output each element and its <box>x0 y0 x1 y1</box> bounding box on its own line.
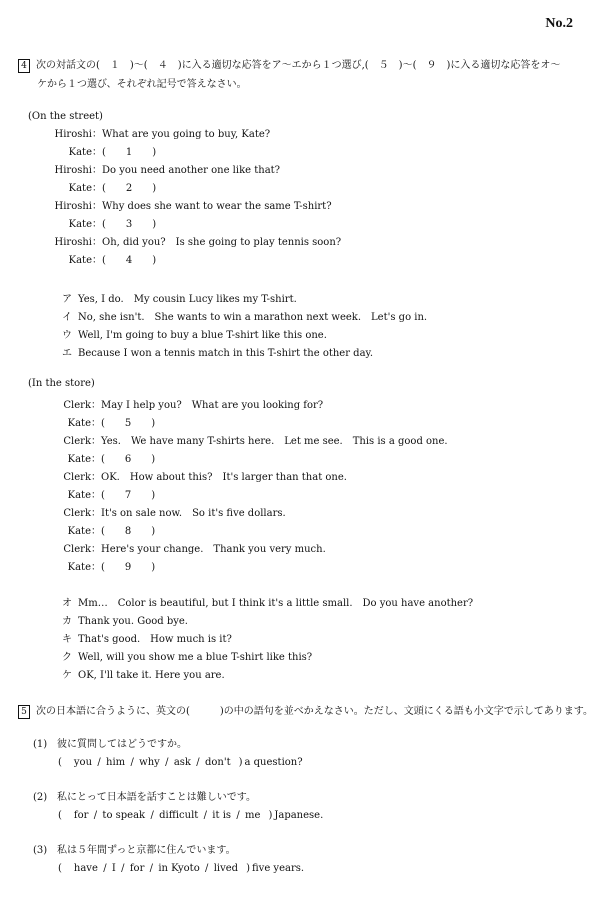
q4-instruction-line2: ケから１つ選び、それぞれ記号で答えなさい。 <box>37 79 247 90</box>
dialog-line <box>21 504 286 519</box>
dialog-line <box>21 414 155 429</box>
dialog-text: Why does she want to wear the same T-shirt? <box>102 201 332 212</box>
q5-item-number: (1) <box>33 739 48 750</box>
dialog-line <box>22 143 156 158</box>
option-text: Thank you. Good bye. <box>78 616 188 627</box>
scrambled-word: for <box>73 810 89 821</box>
dialog-line <box>21 396 323 411</box>
sentence-rest: Japanese. <box>274 810 324 821</box>
dialog-text: Do you need another one like that? <box>102 165 281 176</box>
option-key: オ <box>62 598 72 609</box>
speaker-label: Kate： <box>67 490 101 501</box>
q5-item-number: (3) <box>33 845 48 856</box>
scrambled-word: lived <box>213 863 239 874</box>
answer-option <box>62 308 427 323</box>
close-paren: ) <box>246 863 250 874</box>
scrambled-word: to speak <box>102 810 146 821</box>
scrambled-word: difficult <box>159 810 199 821</box>
option-text: Yes, I do. My cousin Lucy likes my T-shirt. <box>78 294 297 305</box>
dialog-line <box>21 450 155 465</box>
word-separator: / <box>103 863 107 874</box>
dialog-text: May I help you? What are you looking for? <box>101 400 324 411</box>
speaker-label: Hiroshi： <box>54 165 102 176</box>
speaker-label: Hiroshi： <box>54 201 102 212</box>
option-text: No, she isn't. She wants to win a marathon next week. Let's go in. <box>78 312 428 323</box>
word-separator: / <box>150 810 154 821</box>
dialog-line <box>22 179 156 194</box>
dialog-text: ( 7 ) <box>101 490 156 501</box>
open-paren: ( <box>58 810 62 821</box>
speaker-label: Hiroshi： <box>54 237 102 248</box>
q5-number-box: 5 <box>18 705 30 719</box>
option-key: キ <box>62 634 72 645</box>
close-paren: ) <box>238 757 243 768</box>
option-text: OK, I'll take it. Here you are. <box>78 670 225 681</box>
scrambled-word: in Kyoto <box>158 863 200 874</box>
q4-instruction <box>18 56 560 73</box>
option-key: イ <box>62 312 72 323</box>
dialog-line <box>22 251 156 266</box>
answer-option <box>62 612 188 627</box>
open-paren: ( <box>58 863 62 874</box>
speaker-label: Kate： <box>67 454 101 465</box>
close-paren: ) <box>268 810 273 821</box>
speaker-label: Kate： <box>68 147 102 158</box>
q4-number-box: 4 <box>18 59 30 73</box>
word-separator: / <box>196 757 200 768</box>
page-number: No.2 <box>545 16 573 31</box>
speaker-label: Clerk： <box>63 400 101 411</box>
option-key: ク <box>62 652 72 663</box>
option-text: Well, I'm going to buy a blue T-shirt like this one. <box>78 330 327 341</box>
answer-option <box>62 630 232 645</box>
dialog-line <box>22 215 156 230</box>
speaker-label: Kate： <box>68 183 102 194</box>
option-key: ウ <box>62 330 72 341</box>
speaker-label: Clerk： <box>63 544 101 555</box>
word-separator: / <box>93 810 98 821</box>
option-text: Well, will you show me a blue T-shirt like this? <box>78 652 313 663</box>
dialog-line <box>22 233 341 248</box>
scrambled-word: it is <box>212 810 232 821</box>
speaker-label: Clerk： <box>63 508 101 519</box>
dialog-text: OK. How about this? It's larger than that one. <box>101 472 347 483</box>
q5-item-japanese <box>33 841 236 856</box>
speaker-label: Kate： <box>68 219 102 230</box>
option-key: ケ <box>62 670 72 681</box>
dialog-text: ( 4 ) <box>102 255 157 266</box>
word-separator: / <box>130 757 134 768</box>
q5-item-number: (2) <box>33 792 48 803</box>
street-heading: (On the street) <box>28 111 103 122</box>
dialog-line <box>21 486 155 501</box>
dialog-text: ( 2 ) <box>102 183 157 194</box>
sentence-rest: five years. <box>252 863 305 874</box>
word-separator: / <box>205 863 209 874</box>
answer-option <box>62 666 225 681</box>
q5-japanese-text: 私は５年間ずっと京都に住んでいます。 <box>57 845 236 856</box>
speaker-label: Kate： <box>67 562 101 573</box>
option-key: エ <box>62 348 72 359</box>
speaker-label: Kate： <box>67 418 101 429</box>
option-text: That's good. How much is it? <box>78 634 232 645</box>
dialog-line <box>22 197 332 212</box>
q4-instruction-line1: 次の対話文の( １ )～( ４ )に入る適切な応答をア～エから１つ選び,( ５ )～( ９ )に入る適切な応答をオ～ <box>36 60 561 71</box>
dialog-line <box>22 161 280 176</box>
option-key: ア <box>62 294 72 305</box>
q5-instruction-text: 次の日本語に合うように、英文の( )の中の語句を並べかえなさい。ただし、文頭にくる語も小文字で示してあります。 <box>36 706 594 717</box>
answer-option <box>62 344 373 359</box>
option-text: Mm… Color is beautiful, but I think it's a little small. Do you have another? <box>78 598 474 609</box>
word-separator: / <box>236 810 240 821</box>
dialog-text: ( 6 ) <box>101 454 156 465</box>
dialog-text: ( 3 ) <box>102 219 157 230</box>
dialog-text: Here's your change. Thank you very much. <box>101 544 326 555</box>
scrambled-word: I <box>111 863 116 874</box>
scrambled-word: why <box>139 757 160 768</box>
word-separator: / <box>121 863 125 874</box>
open-paren: ( <box>58 757 62 768</box>
scrambled-word: him <box>106 757 126 768</box>
speaker-label: Kate： <box>67 526 101 537</box>
scrambled-word: don't <box>204 757 231 768</box>
scrambled-word: ask <box>173 757 191 768</box>
dialog-line <box>21 468 347 483</box>
option-key: カ <box>62 616 72 627</box>
dialog-text: ( 8 ) <box>101 526 156 537</box>
scrambled-word: you <box>73 757 93 768</box>
q5-item-english <box>58 810 323 821</box>
dialog-text: ( 5 ) <box>101 418 156 429</box>
store-heading: (In the store) <box>28 378 95 389</box>
speaker-label: Hiroshi： <box>54 129 102 140</box>
dialog-text: ( 9 ) <box>101 562 156 573</box>
answer-option <box>62 594 473 609</box>
dialog-text: It's on sale now. So it's five dollars. <box>101 508 286 519</box>
speaker-label: Clerk： <box>63 472 101 483</box>
q5-item-english <box>58 863 304 874</box>
q5-instruction <box>18 702 593 719</box>
q5-item-japanese <box>33 788 256 803</box>
sentence-rest: a question? <box>244 757 303 768</box>
word-separator: / <box>165 757 169 768</box>
answer-option <box>62 648 312 663</box>
dialog-text: Yes. We have many T-shirts here. Let me see. This is a good one. <box>101 436 448 447</box>
answer-option <box>62 290 297 305</box>
dialog-line <box>21 522 155 537</box>
q5-japanese-text: 彼に質問してはどうですか。 <box>57 739 187 750</box>
dialog-line <box>21 558 155 573</box>
speaker-label: Clerk： <box>63 436 101 447</box>
word-separator: / <box>149 863 154 874</box>
scrambled-word: have <box>73 863 98 874</box>
option-text: Because I won a tennis match in this T-shirt the other day. <box>78 348 374 359</box>
speaker-label: Kate： <box>68 255 102 266</box>
scrambled-word: me <box>245 810 261 821</box>
word-separator: / <box>203 810 207 821</box>
dialog-line <box>21 540 326 555</box>
answer-option <box>62 326 327 341</box>
word-separator: / <box>97 757 101 768</box>
scrambled-word: for <box>129 863 145 874</box>
q5-item-english <box>58 757 303 768</box>
dialog-line <box>21 432 448 447</box>
q5-item-japanese <box>33 735 187 750</box>
dialog-text: Oh, did you? Is she going to play tennis soon? <box>102 237 342 248</box>
dialog-text: What are you going to buy, Kate? <box>102 129 271 140</box>
q5-japanese-text: 私にとって日本語を話すことは難しいです。 <box>57 792 256 803</box>
dialog-text: ( 1 ) <box>102 147 157 158</box>
dialog-line <box>22 125 270 140</box>
